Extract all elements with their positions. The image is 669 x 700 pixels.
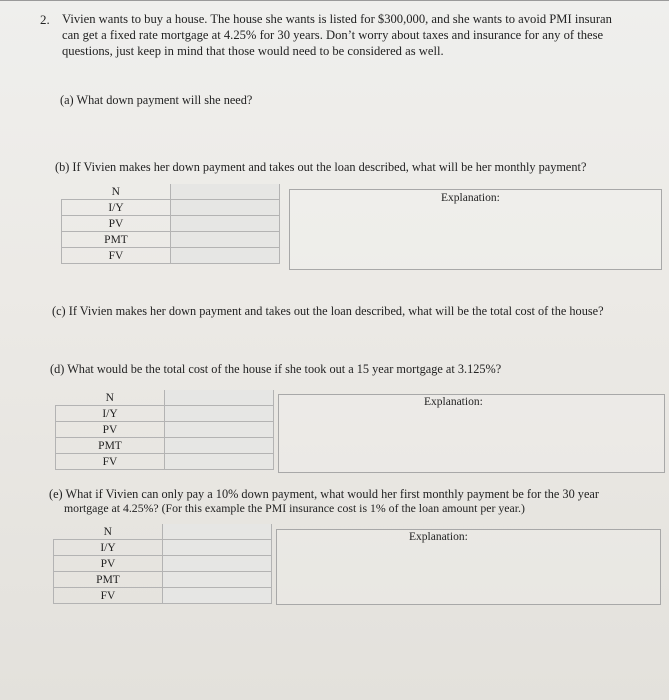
tvm-label: N (54, 524, 163, 540)
part-b-text: (b) If Vivien makes her down payment and takes out the loan described, what will be her monthly payment? (55, 160, 587, 174)
tvm-label: FV (62, 248, 171, 264)
tvm-table-e (53, 524, 272, 604)
explanation-label-b: Explanation: (441, 192, 500, 204)
tvm-input[interactable] (163, 572, 272, 588)
part-e-text-line-1: (e) What if Vivien can only pay a 10% down payment, what would her first monthly payment be for the 30 year (49, 487, 599, 501)
question-line-1: Vivien wants to buy a house. The house she wants is listed for $300,000, and she wants to avoid PMI insuran (62, 12, 612, 26)
tvm-input[interactable] (163, 556, 272, 572)
tvm-input[interactable] (165, 454, 274, 470)
tvm-label: N (56, 390, 165, 406)
question-number: 2. (40, 12, 50, 27)
tvm-label: PMT (54, 572, 163, 588)
tvm-input[interactable] (165, 406, 274, 422)
tvm-input[interactable] (171, 232, 280, 248)
tvm-label: I/Y (62, 200, 171, 216)
tvm-input[interactable] (165, 390, 274, 406)
tvm-label: PMT (62, 232, 171, 248)
tvm-input[interactable] (163, 524, 272, 540)
tvm-input[interactable] (171, 200, 280, 216)
explanation-box-e[interactable] (276, 529, 661, 605)
question-line-2: can get a fixed rate mortgage at 4.25% for 30 years. Don’t worry about taxes and insurance for any of these (62, 28, 604, 42)
tvm-label: PV (54, 556, 163, 572)
tvm-table-d (55, 390, 274, 470)
tvm-input[interactable] (171, 184, 280, 200)
tvm-label: PMT (56, 438, 165, 454)
tvm-table-b (61, 184, 280, 264)
tvm-label: N (62, 184, 171, 200)
tvm-label: FV (54, 588, 163, 604)
tvm-label: I/Y (56, 406, 165, 422)
explanation-label-e: Explanation: (409, 531, 468, 543)
tvm-input[interactable] (165, 438, 274, 454)
tvm-input[interactable] (163, 540, 272, 556)
tvm-input[interactable] (165, 422, 274, 438)
part-a-text: (a) What down payment will she need? (60, 93, 253, 107)
top-divider (0, 0, 669, 1)
tvm-input[interactable] (163, 588, 272, 604)
tvm-input[interactable] (171, 248, 280, 264)
tvm-input[interactable] (171, 216, 280, 232)
part-d-text: (d) What would be the total cost of the house if she took out a 15 year mortgage at 3.125%? (50, 362, 502, 376)
tvm-label: I/Y (54, 540, 163, 556)
tvm-label: PV (62, 216, 171, 232)
explanation-label-d: Explanation: (424, 396, 483, 408)
part-e-text-line-2: mortgage at 4.25%? (For this example the PMI insurance cost is 1% of the loan amount per year.) (64, 501, 525, 515)
question-line-3: questions, just keep in mind that those would need to be considered as well. (62, 44, 444, 58)
tvm-label: PV (56, 422, 165, 438)
part-c-text: (c) If Vivien makes her down payment and takes out the loan described, what will be the total cost of the house? (52, 304, 604, 318)
tvm-label: FV (56, 454, 165, 470)
